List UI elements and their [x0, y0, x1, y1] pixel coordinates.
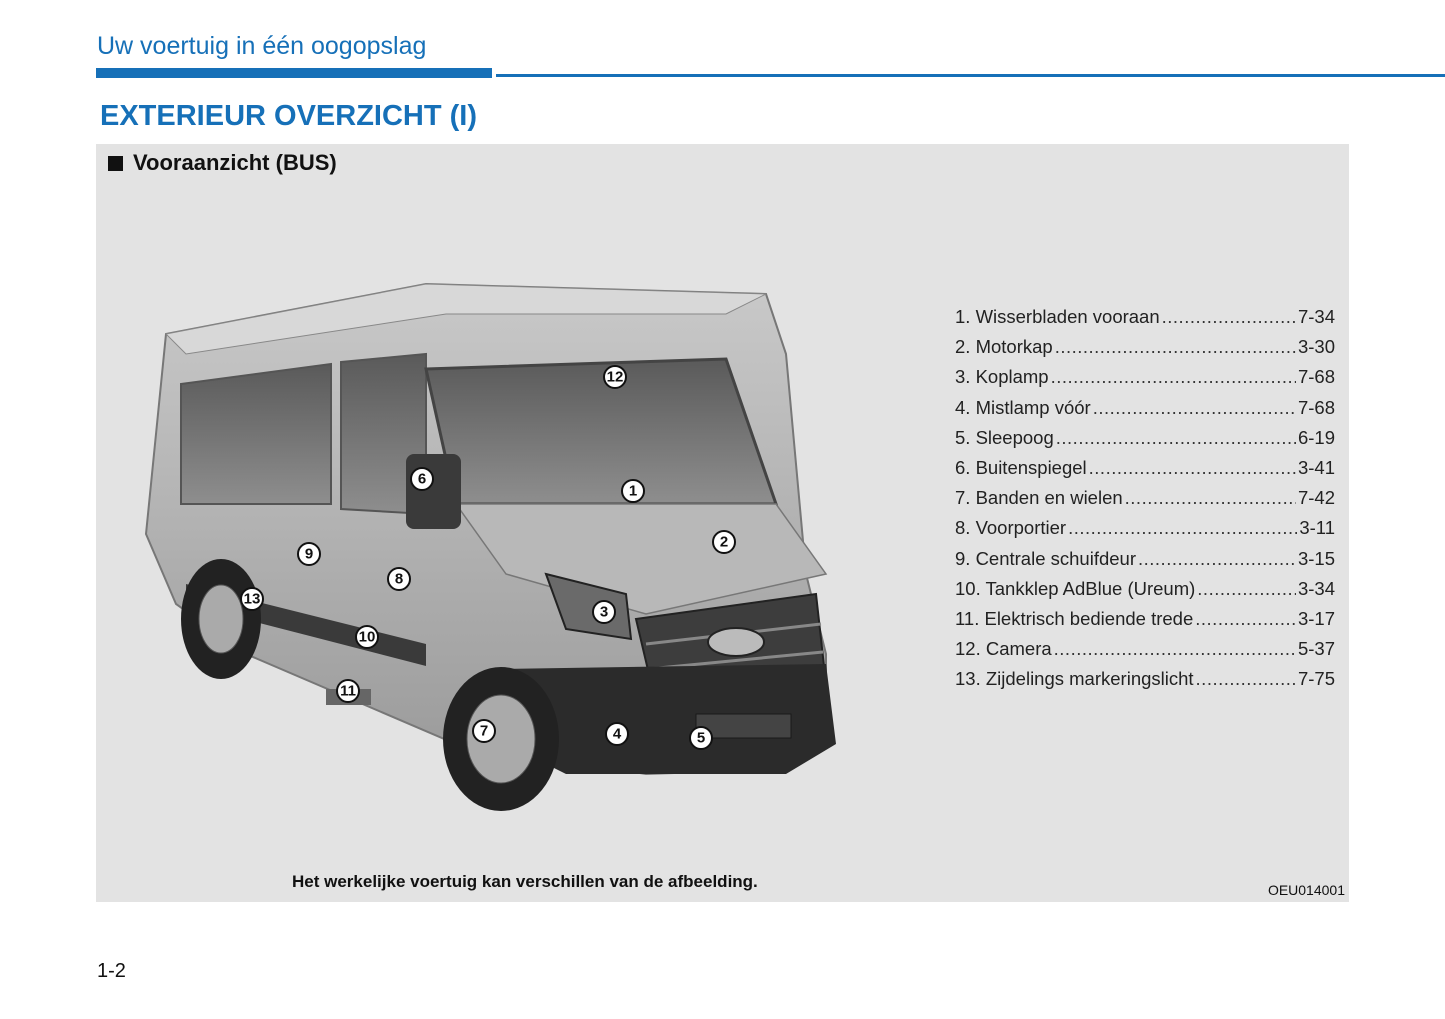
svg-text:11: 11: [340, 682, 356, 700]
page-number: 1-2: [97, 960, 126, 982]
svg-text:5: 5: [696, 729, 706, 747]
parts-legend: [955, 306, 1335, 698]
panel-heading-text: Vooraanzicht (BUS): [133, 150, 337, 175]
panel-heading: [108, 150, 337, 176]
callout-8: [388, 568, 410, 590]
callout-1: [622, 480, 644, 502]
legend-item: 2. Motorkap ..... 3-30: [955, 336, 1335, 366]
section-title: EXTERIEUR OVERZICHT (I): [100, 100, 478, 132]
header-rule-thin: [496, 74, 1445, 77]
legend-item: 7. Banden en wielen ..... 7-42: [955, 487, 1335, 517]
legend-item: 11. Elektrisch bediende trede ..... 3-17: [955, 608, 1335, 638]
legend-item: 13. Zijdelings markeringslicht ..... 7-75: [955, 668, 1335, 698]
svg-text:1: 1: [628, 482, 638, 500]
callout-12: [604, 366, 626, 388]
legend-item: 4. Mistlamp vóór ..... 7-68: [955, 397, 1335, 427]
svg-text:9: 9: [304, 545, 314, 563]
disclaimer-text: Het werkelijke voertuig kan verschillen van de afbeelding.: [292, 872, 758, 891]
callout-2: [713, 531, 735, 553]
van-illustration: [126, 274, 906, 844]
svg-text:7: 7: [479, 722, 489, 740]
callout-3: [593, 601, 615, 623]
running-header-title: Uw voertuig in één oogopslag: [97, 32, 427, 60]
svg-text:2: 2: [719, 533, 729, 551]
callout-9: [298, 543, 320, 565]
callout-10: [356, 626, 378, 648]
svg-text:10: 10: [358, 628, 376, 646]
callout-6: [411, 468, 433, 490]
svg-text:13: 13: [243, 590, 261, 608]
svg-text:12: 12: [606, 368, 624, 386]
callout-5: [690, 727, 712, 749]
svg-text:3: 3: [599, 603, 609, 621]
callout-7: [473, 720, 495, 742]
svg-text:4: 4: [612, 725, 622, 743]
legend-item: 1. Wisserbladen vooraan ..... 7-34: [955, 306, 1335, 336]
legend-item: 12. Camera ..... 5-37: [955, 638, 1335, 668]
legend-item: 8. Voorportier ..... 3-11: [955, 517, 1335, 547]
callout-13: [241, 588, 263, 610]
legend-item: 9. Centrale schuifdeur ..... 3-15: [955, 548, 1335, 578]
svg-text:6: 6: [417, 470, 427, 488]
legend-item: 3. Koplamp ..... 7-68: [955, 366, 1335, 396]
callout-4: [606, 723, 628, 745]
header-rule-thick: [96, 68, 492, 78]
figure-panel: [96, 144, 1349, 902]
svg-text:8: 8: [394, 570, 404, 588]
callout-11: [337, 680, 359, 702]
square-bullet-icon: [108, 156, 123, 171]
legend-item: 10. Tankklep AdBlue (Ureum) ..... 3-34: [955, 578, 1335, 608]
legend-item: 5. Sleepoog ..... 6-19: [955, 427, 1335, 457]
image-code: OEU014001: [1267, 882, 1345, 898]
legend-item: 6. Buitenspiegel ..... 3-41: [955, 457, 1335, 487]
